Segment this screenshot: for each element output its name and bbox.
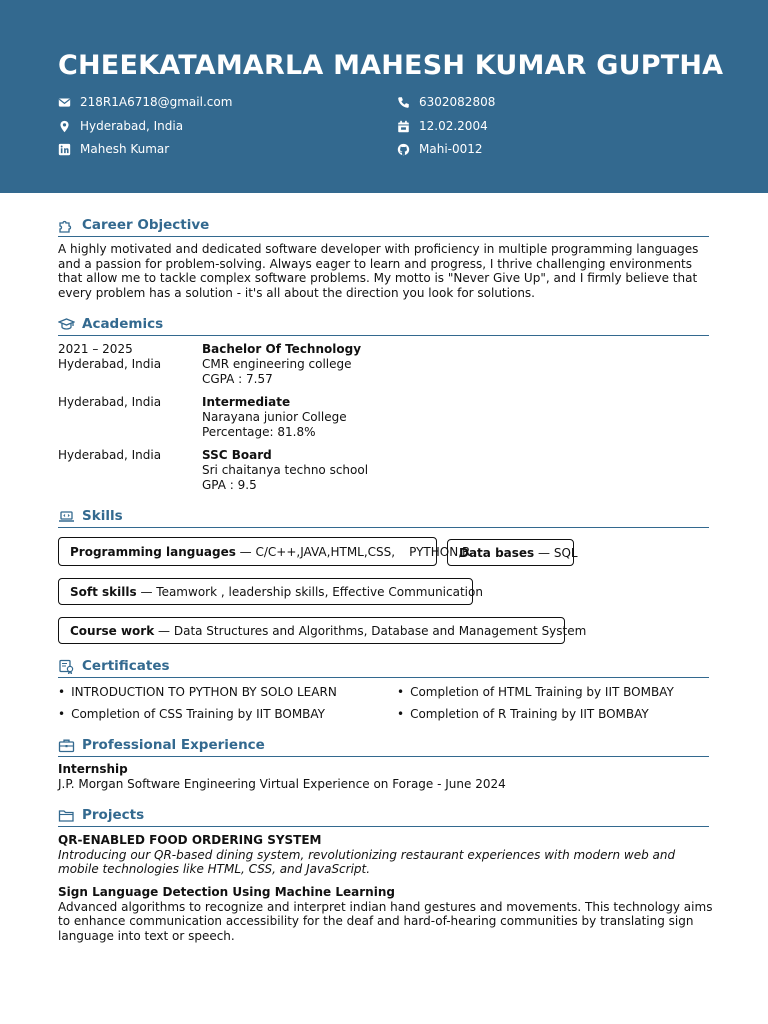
academic-score: GPA : 9.5 [202, 478, 257, 492]
folder-icon [58, 808, 75, 823]
project-name: QR-ENABLED FOOD ORDERING SYSTEM [58, 833, 322, 847]
section-title-text: Certificates [82, 658, 170, 674]
skill-value: SQL [553, 545, 578, 560]
bullet: • [397, 707, 405, 721]
skill-label: Course work [70, 623, 155, 638]
academic-entry-right [202, 395, 347, 440]
section-title-text: Career Objective [82, 217, 210, 233]
section-projects [58, 804, 709, 827]
linkedin-text: Mahesh Kumar [80, 142, 170, 156]
phone-contact[interactable] [397, 95, 495, 109]
project-entry [58, 885, 713, 944]
puzzle-icon [58, 218, 75, 233]
skill-value: C/C++,JAVA,HTML,CSS, [255, 544, 396, 559]
academic-place: Hyderabad, India [58, 395, 162, 409]
bullet: • [58, 707, 66, 721]
github-text: Mahi-0012 [419, 142, 483, 156]
skill-dash: — [154, 623, 174, 638]
skill-label: Soft skills [70, 584, 137, 599]
skill-dash: — [136, 584, 157, 599]
skill-value: PYTHON,R [409, 544, 471, 559]
project-entry [58, 833, 713, 877]
linkedin-contact[interactable] [58, 142, 169, 156]
phone-text: 6302082808 [419, 95, 496, 109]
certificate-text: INTRODUCTION TO PYTHON BY SOLO LEARN [71, 685, 337, 699]
academic-entry-left [58, 448, 161, 463]
briefcase-icon [58, 738, 75, 753]
section-career-objective [58, 214, 709, 237]
section-professional-experience [58, 734, 709, 757]
experience-entry [58, 762, 713, 792]
career-objective-text: A highly motivated and dedicated software developer with proficiency in multiple programming languages and a passion for problem-solving. Always eager to learn and progress, I thrive challenging environments that allow me to tackle complex software problems. My motto is "Never Give Up", and I firmly believe that every problem has a solution - it's all about the direction you look for solutions. [58, 242, 699, 301]
experience-detail: J.P. Morgan Software Engineering Virtual Experience on Forage - June 2024 [58, 777, 506, 791]
bullet: • [397, 685, 405, 699]
section-skills [58, 505, 709, 528]
academic-degree: Intermediate [202, 395, 291, 409]
calendar-icon [397, 120, 410, 133]
location-pin-icon [58, 120, 71, 133]
academic-years: 2021 – 2025 [58, 342, 133, 356]
academic-degree: Bachelor Of Technology [202, 342, 362, 356]
section-certificates [58, 655, 709, 678]
phone-icon [397, 96, 410, 109]
certificate-item [58, 707, 325, 721]
section-title-text: Skills [82, 508, 123, 524]
academic-score: Percentage: 81.8% [202, 425, 316, 439]
linkedin-icon [58, 143, 71, 156]
location-text: Hyderabad, India [80, 119, 184, 133]
certificate-text: Completion of CSS Training by IIT BOMBAY [71, 707, 326, 721]
skill-value: Teamwork , leadership skills, Effective Communication [156, 584, 483, 599]
project-name: Sign Language Detection Using Machine Learning [58, 885, 395, 899]
laptop-icon [58, 509, 75, 524]
skill-value: Data Structures and Algorithms, Database and Management System [173, 623, 587, 638]
location-contact [58, 119, 183, 133]
dob-text: 12.02.2004 [419, 119, 488, 133]
envelope-icon [58, 96, 71, 109]
dob-contact [397, 119, 488, 133]
bullet: • [58, 685, 66, 699]
certificate-text: Completion of R Training by IIT BOMBAY [410, 707, 649, 721]
github-icon [397, 143, 410, 156]
email-contact[interactable] [58, 95, 232, 109]
section-title-text: Academics [82, 316, 164, 332]
academic-score: CGPA : 7.57 [202, 372, 273, 386]
section-title-text: Professional Experience [82, 737, 265, 753]
academic-place: Hyderabad, India [58, 448, 162, 462]
skill-databases [447, 539, 578, 566]
skill-dash: — [534, 545, 554, 560]
header-banner [0, 0, 768, 193]
certificate-icon [58, 659, 75, 674]
academic-entry-right [202, 448, 368, 493]
certificate-item [397, 707, 649, 721]
academic-entry-right [202, 342, 361, 387]
skill-soft-skills [58, 578, 483, 605]
academic-school: Sri chaitanya techno school [202, 463, 369, 477]
github-contact[interactable] [397, 142, 483, 156]
email-text: 218R1A6718@gmail.com [80, 95, 233, 109]
section-academics [58, 313, 709, 336]
academic-place: Hyderabad, India [58, 357, 162, 371]
skill-programming-languages [58, 537, 471, 566]
skill-label: Programming languages [70, 544, 236, 559]
experience-role: Internship [58, 762, 128, 776]
graduation-cap-icon [58, 317, 75, 332]
skill-dash: — [235, 544, 256, 559]
project-description: Advanced algorithms to recognize and interpret indian hand gestures and movements. This technology aims to enhance communication accessibility for the deaf and hard-of-hearing communities by translating sign language into text or speech. [58, 899, 713, 944]
academic-school: CMR engineering college [202, 357, 352, 371]
certificate-item [397, 685, 674, 699]
section-title-text: Projects [82, 807, 145, 823]
academic-degree: SSC Board [202, 448, 272, 462]
certificate-text: Completion of HTML Training by IIT BOMBAY [410, 685, 674, 699]
skill-label: Data bases [459, 545, 535, 560]
skill-course-work [58, 617, 587, 644]
academic-entry-left [58, 342, 161, 372]
project-description: Introducing our QR-based dining system, revolutionizing restaurant experiences with modern web and mobile technologies like HTML, CSS, and JavaScript. [58, 847, 676, 877]
academic-school: Narayana junior College [202, 410, 347, 424]
certificate-item [58, 685, 337, 699]
candidate-name: CHEEKATAMARLA MAHESH KUMAR GUPTHA [58, 50, 724, 81]
academic-entry-left [58, 395, 161, 410]
